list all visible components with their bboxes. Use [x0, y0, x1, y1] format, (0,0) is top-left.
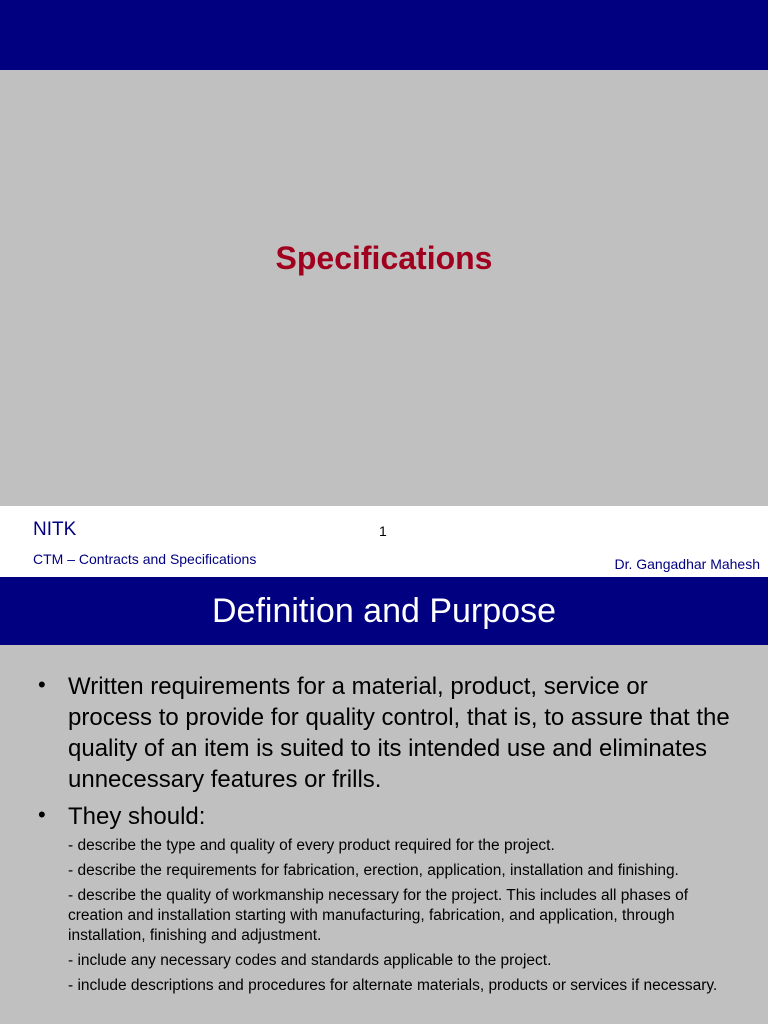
sub-bullet-item: - describe the quality of workmanship necessary for the project. This includes all phases of creation and installation starting with manufacturing, fabrication, and application, through installation, finishing and adjustment. [68, 887, 689, 944]
sub-bullet-item: - describe the requirements for fabrication, erection, application, installation and finishing. [68, 862, 679, 879]
bullet-dot-icon: • [38, 672, 46, 697]
bullet-dot-icon: • [38, 802, 46, 827]
sub-bullet-item: - include descriptions and procedures for alternate materials, products or services if necessary. [68, 977, 718, 994]
bullet-text: Written requirements for a material, product, service or process to provide for quality control, that is, to assure that the quality of an item is suited to its intended use and eliminates unnecessary features or frills. [68, 673, 730, 793]
title-slide-body [0, 70, 768, 506]
slide-number: 1 [379, 523, 387, 539]
sub-bullet-item: - include any necessary codes and standards applicable to the project. [68, 952, 552, 969]
footer-course: CTM – Contracts and Specifications [33, 551, 257, 567]
definition-slide-title-bar [0, 577, 768, 645]
bullet-text: They should: [68, 803, 206, 830]
slide-title: Specifications [275, 240, 493, 276]
bullet-list [36, 671, 736, 1001]
bullet-item [36, 801, 736, 832]
definition-slide [0, 577, 768, 1024]
definition-slide-title: Definition and Purpose [211, 592, 556, 630]
footer-author: Dr. Gangadhar Mahesh [614, 556, 760, 572]
sub-bullet-item: - describe the type and quality of every product required for the project. [68, 837, 555, 854]
title-slide-top-bar [0, 0, 768, 70]
sub-bullet-list [36, 836, 736, 996]
footer-organization: NITK [33, 519, 77, 540]
bullet-item [36, 671, 736, 795]
